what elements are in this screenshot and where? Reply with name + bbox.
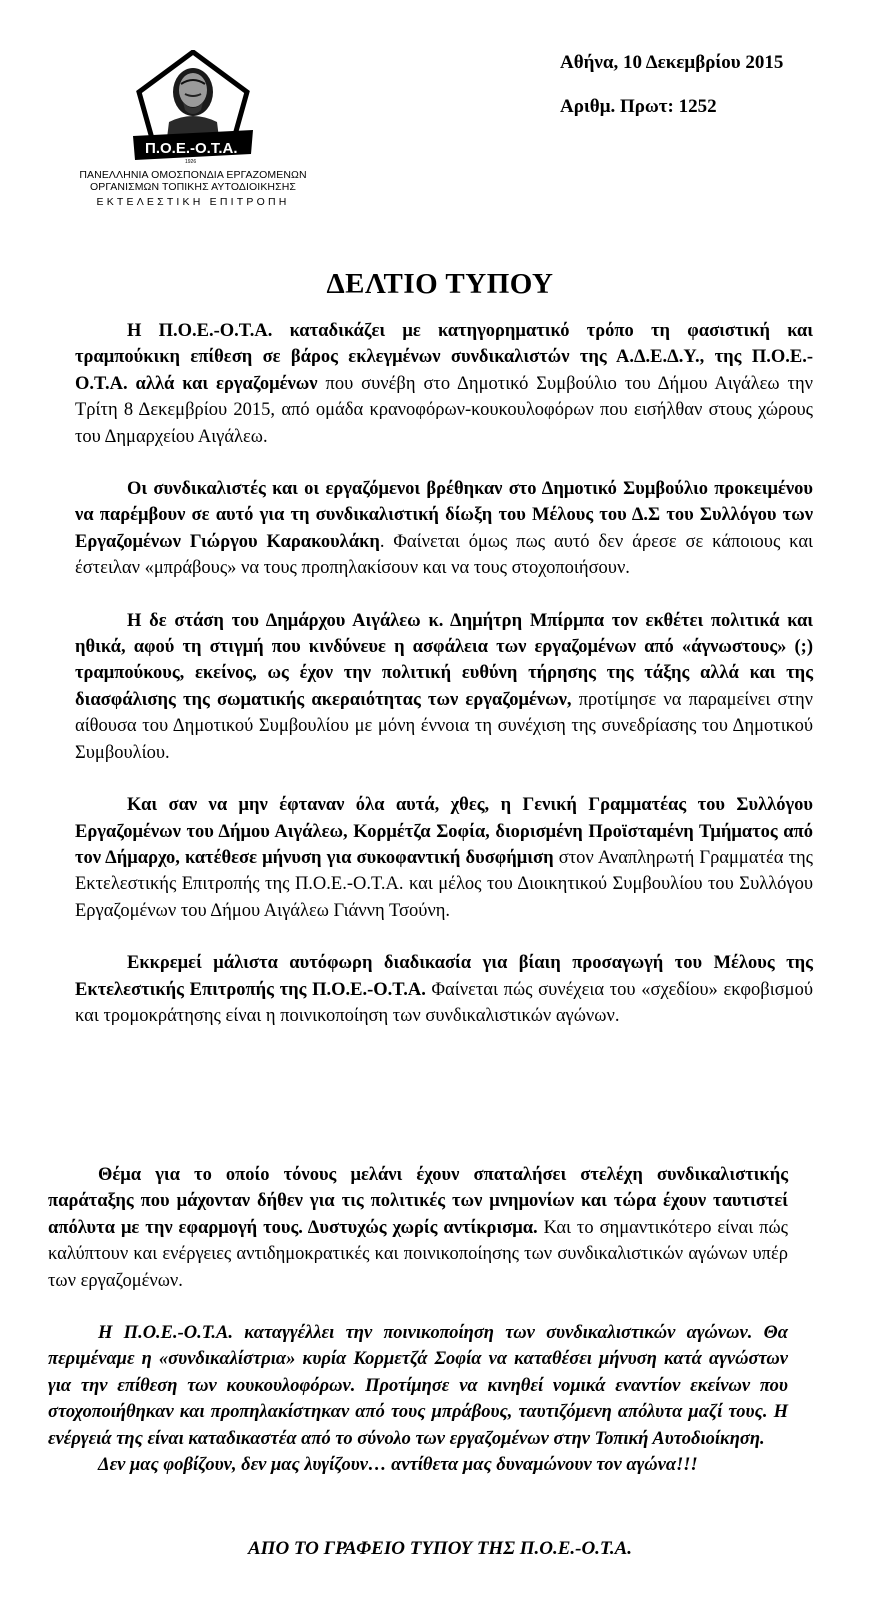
document-body bbox=[75, 318, 813, 1055]
logo-acronym: Π.Ο.Ε.-Ο.Τ.Α. bbox=[145, 140, 238, 157]
paragraph-6: Θέμα για το οποίο τόνους μελάνι έχουν σπαταλήσει στελέχη συνδικαλιστικής παράταξης που μάχονταν δήθεν για τις πολιτικές των μνημονίων και τώρα έχουν ταυτιστεί απόλυτα με την εφαρμογή τους. Δυστυχώς χωρίς αντίκρισμα. Και το σημαντικότερο είναι πώς καλύπτουν και ενέργειες αντιδημοκρατικές και ποινικοποίησης των συνδικαλιστικών αγώνων υπέρ των εργαζομένων. bbox=[48, 1165, 788, 1291]
org-name-line1: ΠΑΝΕΛΛΗΝΙΑ ΟΜΟΣΠΟΝΔΙΑ ΕΡΓΑΖΟΜΕΝΩΝ bbox=[79, 169, 307, 181]
paragraph-1: Η Π.Ο.Ε.-Ο.Τ.Α. καταδικάζει με κατηγορηματικό τρόπο τη φασιστική και τραμπούκικη επίθεση σε βάρος εκλεγμένων συνδικαλιστών της Α.Δ.Ε.Δ.Υ., της Π.Ο.Ε.-Ο.Τ.Α. αλλά και εργαζομένων που συνέβη στο Δημοτικό Συμβούλιο του Δήμου Αιγάλεω την Τρίτη 8 Δεκεμβρίου 2015, από ομάδα κρανοφόρων-κουκουλοφόρων που εισήλθαν στους χώρους του Δημαρχείου Αιγάλεω. bbox=[75, 321, 813, 447]
signature-line: ΑΠΟ ΤΟ ΓΡΑΦΕΙΟ ΤΥΠΟΥ ΤΗΣ Π.Ο.Ε.-Ο.Τ.Α. bbox=[248, 1538, 632, 1559]
document-date: Αθήνα, 10 Δεκεμβρίου 2015 bbox=[560, 52, 784, 73]
paragraph-7: Η Π.Ο.Ε.-Ο.Τ.Α. καταγγέλλει την ποινικοποίηση των συνδικαλιστικών αγώνων. Θα περιμέναμε η «συνδικαλίστρια» κυρία Κορμετζά Σοφία να καταθέσει μήνυση κατά αγνώστων για την επίθεση των κουκουλοφόρων. Προτίμησε να κινηθεί νομικά εναντίον εκείνων που στοχοποιήθηκαν και προπηλακίστηκαν από τους μπράβους, ταυτιζόμενη απόλυτα μαζί τους. Η ενέργειά της είναι καταδικαστέα από το σύνολο των εργαζομένων στην Τοπική Αυτοδιοίκηση. bbox=[48, 1323, 788, 1449]
organization-logo bbox=[78, 50, 308, 209]
document-body-lower bbox=[48, 1162, 788, 1504]
org-name-line2: ΟΡΓΑΝΙΣΜΩΝ ΤΟΠΙΚΗΣ ΑΥΤΟΔΙΟΙΚΗΣΗΣ bbox=[90, 181, 296, 193]
paragraph-2: Οι συνδικαλιστές και οι εργαζόμενοι βρέθηκαν στο Δημοτικό Συμβούλιο προκειμένου να παρέμβουν σε αυτό για τη συνδικαλιστική δίωξη του Μέλους του Δ.Σ του Συλλόγου των Εργαζομένων Γιώργου Καρακουλάκη. Φαίνεται όμως πως αυτό δεν άρεσε σε κάποιους και έστειλαν «μπράβους» να τους προπηλακίσουν και να τους στοχοποιήσουν. bbox=[75, 479, 813, 579]
paragraph-4: Και σαν να μην έφταναν όλα αυτά, χθες, η Γενική Γραμματέας του Συλλόγου Εργαζομένων του Δήμου Αιγάλεω, Κορμέτζα Σοφία, διορισμένη Προϊσταμένη Τμήματος από τον Δήμαρχο, κατέθεσε μήνυση για συκοφαντική δυσφήμιση στον Αναπληρωτή Γραμματέα της Εκτελεστικής Επιτροπής της Π.Ο.Ε.-Ο.Τ.Α. και μέλος του Διοικητικού Συμβουλίου του Συλλόγου Εργαζομένων του Δήμου Αιγάλεω Γιάννη Τσούνη. bbox=[75, 795, 813, 921]
protocol-number: Αριθμ. Πρωτ: 1252 bbox=[560, 96, 717, 117]
document-meta bbox=[560, 52, 783, 118]
org-committee: ΕΚΤΕΛΕΣΤΙΚΗ ΕΠΙΤΡΟΠΗ bbox=[96, 196, 290, 208]
closing-slogan: Δεν μας φοβίζουν, δεν μας λυγίζουν… αντίθετα μας δυναμώνουν τον αγώνα!!! bbox=[98, 1455, 698, 1476]
logo-year: 1926 bbox=[185, 159, 197, 165]
logo-emblem-icon bbox=[123, 50, 263, 165]
paragraph-3: Η δε στάση του Δημάρχου Αιγάλεω κ. Δημήτρη Μπίρμπα τον εκθέτει πολιτικά και ηθικά, αφού τη στιγμή που κινδύνευε η ασφάλεια των εργαζομένων από «άγνωστους» (;) τραμπούκους, εκείνος, ως έχον την πολιτική ευθύνη τήρησης της τάξης αλλά και της διασφάλισης της σωματικής ακεραιότητας των εργαζομένων, προτίμησε να παραμείνει στην αίθουσα του Δημοτικού Συμβουλίου με μόνη έννοια τη συνέχιση της συνεδρίασης του Δημοτικού Συμβουλίου. bbox=[75, 610, 813, 763]
page-title: ΔΕΛΤΙΟ ΤΥΠΟΥ bbox=[326, 268, 554, 300]
paragraph-5: Εκκρεμεί μάλιστα αυτόφωρη διαδικασία για βίαιη προσαγωγή του Μέλους της Εκτελεστικής Επιτροπής της Π.Ο.Ε.-Ο.Τ.Α. Φαίνεται πώς συνέχεια του «σχεδίου» εκφοβισμού και τρομοκράτησης είναι η ποινικοποίηση των συνδικαλιστικών αγώνων. bbox=[75, 953, 813, 1026]
